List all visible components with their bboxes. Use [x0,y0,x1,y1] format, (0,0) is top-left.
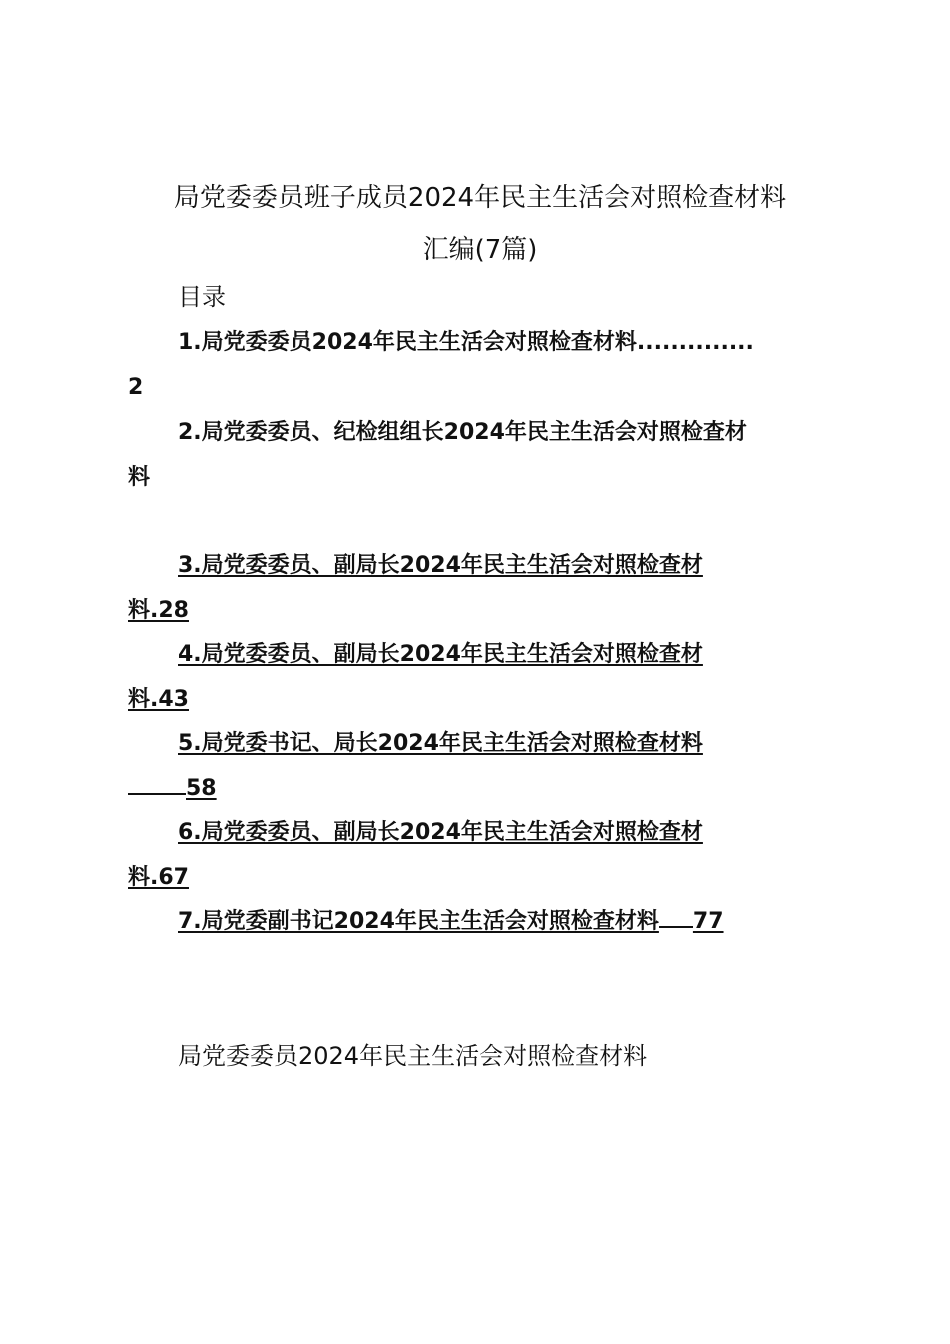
section-title: 局党委委员2024年民主生活会对照检查材料 [178,1042,648,1070]
toc-entry-4-page[interactable]: 料.43 [128,687,189,712]
toc-entry-3-page[interactable]: 料.28 [128,598,189,623]
toc-entry-7-page[interactable]: 77 [692,909,724,934]
toc-entry-6-page[interactable]: 料.67 [128,865,189,890]
toc-entry-5-page[interactable]: 58 [186,776,217,801]
toc-entry-2[interactable] [128,410,828,500]
toc-entry-7-leader [659,908,693,928]
toc-entry-3[interactable] [128,543,828,633]
toc-entry-7-title[interactable]: 7.局党委副书记2024年民主生活会对照检查材料 [178,909,659,934]
toc-entry-5-leader [128,775,186,795]
document-title-line2: 汇编(7篇) [422,235,538,265]
toc-entry-4-title[interactable]: 4.局党委委员、副局长2024年民主生活会对照检查材 [178,642,703,667]
document-title-line1: 局党委委员班子成员2024年民主生活会对照检查材料 [173,183,787,213]
toc-entry-6[interactable] [128,810,828,900]
toc-entry-7[interactable] [128,899,828,944]
toc-entry-1[interactable] [128,320,828,410]
toc-entry-1-page[interactable]: 2 [128,375,144,400]
toc-entry-5[interactable] [128,721,828,811]
toc-entry-4[interactable] [128,632,828,722]
toc-entry-1-title[interactable]: 1.局党委委员2024年民主生活会对照检查材料.............. [178,330,754,355]
toc-entry-5-title[interactable]: 5.局党委书记、局长2024年民主生活会对照检查材料 [178,731,703,756]
toc-entry-3-title[interactable]: 3.局党委委员、副局长2024年民主生活会对照检查材 [178,553,703,578]
toc-heading: 目录 [178,283,226,311]
toc-entry-6-title[interactable]: 6.局党委委员、副局长2024年民主生活会对照检查材 [178,820,703,845]
toc-entry-2-page[interactable]: 料 [128,465,151,490]
toc-entry-2-title[interactable]: 2.局党委委员、纪检组组长2024年民主生活会对照检查材 [178,420,747,445]
